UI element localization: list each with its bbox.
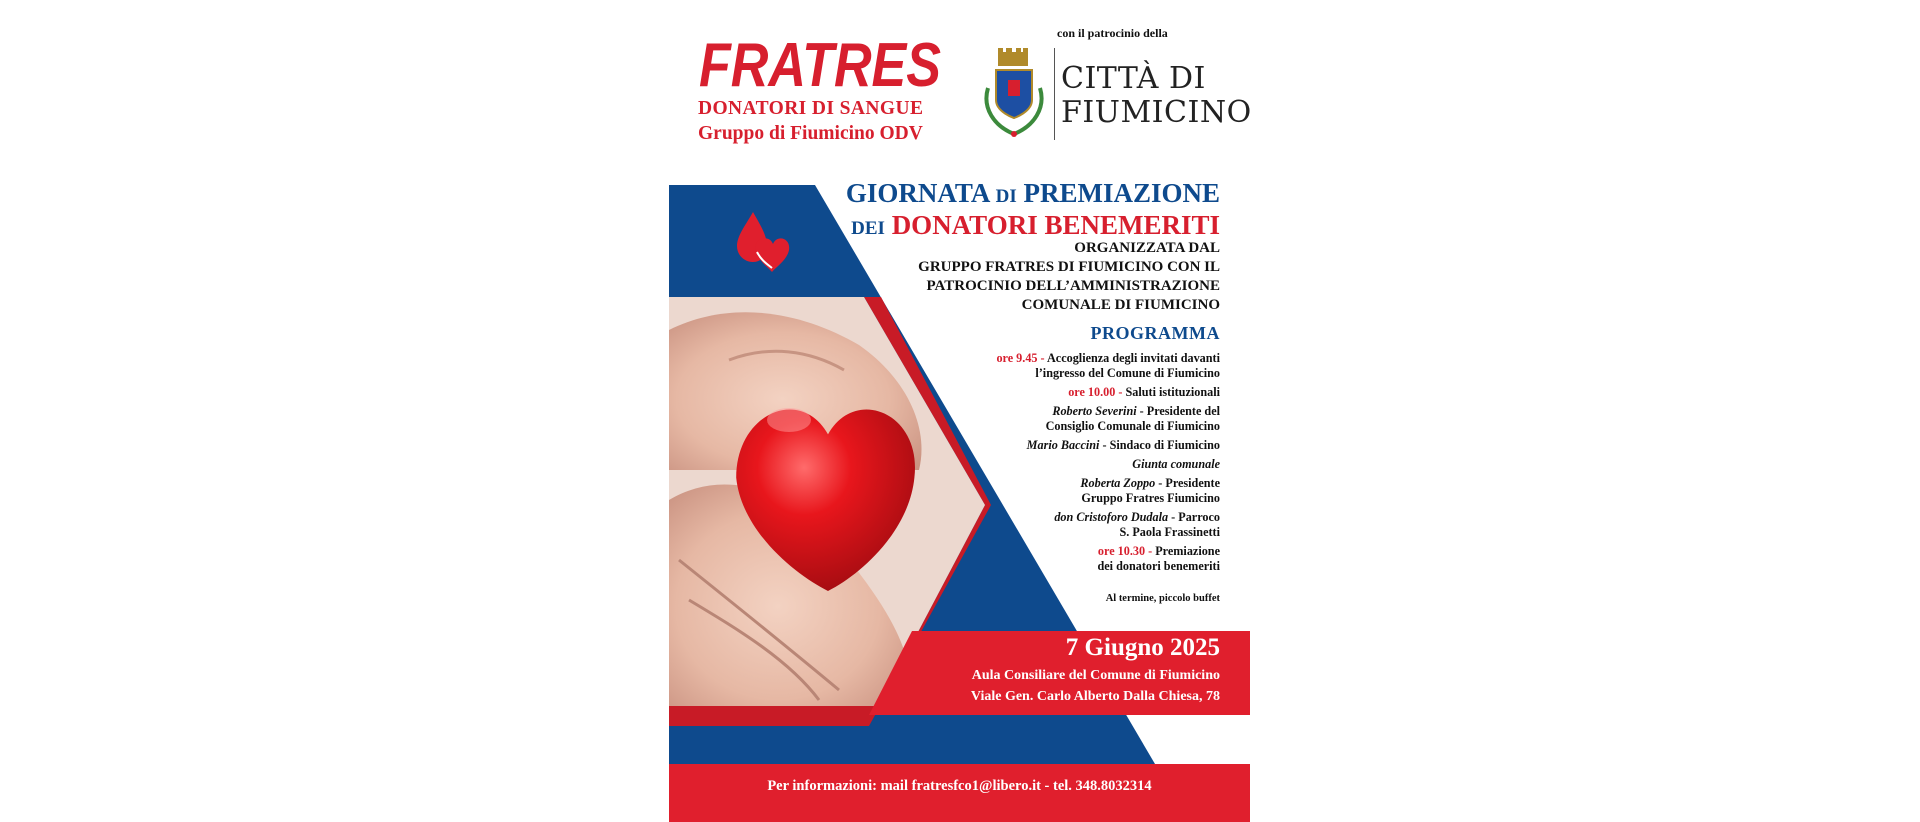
- svg-text:FRATRES: FRATRES: [699, 31, 941, 100]
- program-speaker: [920, 457, 1220, 472]
- city-crest-icon: [980, 48, 1048, 142]
- blood-drop-heart-icon: [735, 208, 791, 274]
- city-name-line-1: CITTÀ DI: [1061, 61, 1206, 96]
- program-speaker: [920, 438, 1220, 453]
- title-word-di: DI: [995, 186, 1017, 207]
- speaker-name: Roberto Severini: [1052, 404, 1137, 418]
- fratres-logo: [699, 30, 941, 100]
- speaker-name: Giunta comunale: [1132, 457, 1220, 471]
- speaker-role: - Sindaco di Fiumicino: [1102, 438, 1220, 452]
- title-line-1: [846, 178, 1220, 212]
- title-word-dei: DEI: [851, 218, 885, 239]
- speaker-role: Consiglio Comunale di Fiumicino: [1045, 419, 1220, 433]
- program-speaker: [920, 510, 1220, 540]
- speaker-role: - Presidente del: [1139, 404, 1220, 418]
- speaker-name: Roberta Zoppo: [1080, 476, 1156, 490]
- speaker-role: S. Paola Frassinetti: [1119, 525, 1220, 539]
- city-divider: [1054, 48, 1055, 140]
- program-item: [920, 385, 1220, 400]
- title-word-giornata: GIORNATA: [845, 178, 989, 208]
- speaker-role: - Parroco: [1171, 510, 1220, 524]
- event-place-line-2: Viale Gen. Carlo Alberto Dalla Chiesa, 78: [970, 689, 1220, 704]
- programma-heading: PROGRAMMA: [1090, 323, 1220, 343]
- program-item: [920, 351, 1220, 381]
- program-item: [920, 544, 1220, 574]
- patronage-label: con il patrocinio della: [1057, 26, 1168, 40]
- program-time: ore 9.45 -: [996, 351, 1045, 365]
- program-list: [920, 351, 1220, 578]
- program-text: Saluti istituzionali: [1125, 385, 1220, 399]
- title-word-premiazione: PREMIAZIONE: [1023, 178, 1220, 208]
- program-text: Premiazione: [1155, 544, 1220, 558]
- program-time: ore 10.30 -: [1097, 544, 1153, 558]
- footer-info: Per informazioni: mail fratresfco1@libero.it - tel. 348.8032314: [767, 778, 1152, 794]
- program-time: ore 10.00 -: [1068, 385, 1123, 399]
- event-place-line-1: Aula Consiliare del Comune di Fiumicino: [971, 668, 1220, 683]
- speaker-name: Mario Baccini: [1026, 438, 1100, 452]
- event-place: [971, 665, 1220, 707]
- city-name-line-2: FIUMICINO: [1061, 95, 1252, 130]
- organized-line: GRUPPO FRATRES DI FIUMICINO CON IL: [918, 259, 1220, 275]
- organized-line: PATROCINIO DELL’AMMINISTRAZIONE: [926, 278, 1220, 294]
- city-name: [1061, 62, 1252, 130]
- speaker-role: - Presidente: [1158, 476, 1220, 490]
- program-speaker: [920, 476, 1220, 506]
- program-speaker: [920, 404, 1220, 434]
- fratres-subtitle-donatori: DONATORI DI SANGUE: [698, 98, 924, 119]
- event-poster: [669, 0, 1250, 822]
- fratres-subtitle-gruppo: Gruppo di Fiumicino ODV: [698, 123, 923, 144]
- organized-by-text: [880, 239, 1220, 315]
- program-text: dei donatori benemeriti: [1097, 559, 1220, 573]
- program-text: Accoglienza degli invitati davanti: [1047, 351, 1220, 365]
- title-word-donatori-benemeriti: DONATORI BENEMERITI: [891, 210, 1220, 240]
- speaker-name: don Cristoforo Dudala: [1054, 510, 1169, 524]
- organized-line: ORGANIZZATA DAL: [1074, 240, 1220, 256]
- buffet-note: Al termine, piccolo buffet: [1105, 593, 1220, 604]
- program-text: l’ingresso del Comune di Fiumicino: [1035, 366, 1220, 380]
- speaker-role: Gruppo Fratres Fiumicino: [1081, 491, 1220, 505]
- organized-line: COMUNALE DI FIUMICINO: [1021, 297, 1220, 313]
- event-date: 7 Giugno 2025: [1065, 634, 1220, 661]
